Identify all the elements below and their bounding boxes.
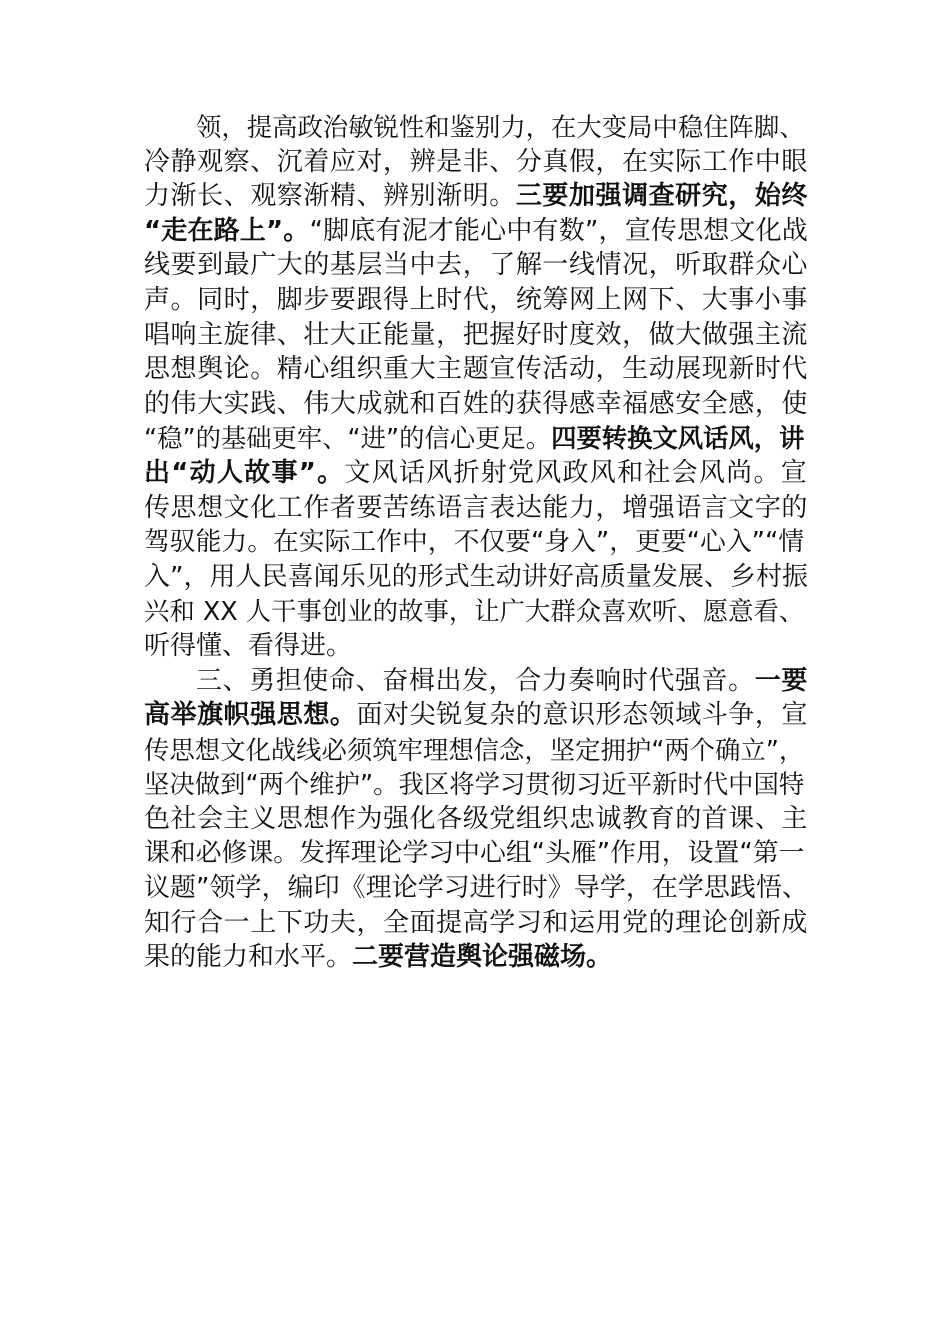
- body-text: 三、勇担使命、奋楫出发，合力奏响时代强音。: [196, 665, 755, 696]
- document-body: [144, 110, 808, 975]
- body-text: 听得懂、看得进。: [144, 630, 353, 661]
- text-line: [144, 421, 808, 456]
- body-text: 力渐长、观察渐精、辨别渐明。: [144, 181, 516, 212]
- body-text: 传思想文化战线必须筑牢理想信念，坚定拥护“两个确立”，: [144, 734, 805, 765]
- body-text: 坚决做到“两个维护”。我区将学习贯彻习近平新时代中国特: [144, 769, 805, 800]
- text-line: [144, 767, 808, 802]
- body-text: 文风话风折射党风政风和社会风尚。宣: [344, 457, 808, 488]
- text-line: [144, 940, 808, 975]
- body-text: 线要到最广大的基层当中去，了解一线情况，听取群众心: [144, 250, 808, 281]
- body-text: 的伟大实践、伟大成就和百姓的获得感幸福感安全感，使: [144, 388, 808, 419]
- text-line: [144, 664, 808, 699]
- bold-heading-text: 出“动人故事”。: [144, 457, 345, 488]
- body-text: 果的能力和水平。: [144, 942, 353, 973]
- text-line: [144, 560, 808, 595]
- body-text: 传思想文化工作者要苦练语言表达能力，增强语言文字的: [144, 492, 808, 523]
- bold-heading-text: 三要加强调查研究，始终: [515, 181, 808, 212]
- body-text: 声。同时，脚步要跟得上时代，统筹网上网下、大事小事: [144, 284, 808, 315]
- bold-heading-text: 四要转换文风话风，讲: [551, 423, 805, 454]
- text-line: [144, 110, 808, 145]
- text-line: [144, 906, 808, 941]
- body-text: 课和必修课。发挥理论学习中心组“头雁”作用，设置“第一: [144, 838, 805, 869]
- body-text: 唱响主旋律、壮大正能量，把握好时度效，做大做强主流: [144, 319, 808, 350]
- text-line: [144, 836, 808, 871]
- text-line: [144, 594, 808, 629]
- text-line: [144, 214, 808, 249]
- bold-heading-text: 高举旗帜强思想。: [144, 700, 357, 731]
- text-line: [144, 698, 808, 733]
- text-line: [144, 283, 808, 318]
- body-text: 议题”领学，编印《理论学习进行时》导学，在学思践悟、: [144, 873, 808, 904]
- text-line: [144, 802, 808, 837]
- body-text: “稳”的基础更牢、“进”的信心更足。: [144, 423, 552, 454]
- text-line: [144, 456, 808, 491]
- text-line: [144, 871, 808, 906]
- body-text: 色社会主义思想作为强化各级党组织忠诚教育的首课、主: [144, 803, 808, 834]
- body-text: 冷静观察、沉着应对，辨是非、分真假，在实际工作中眼: [144, 146, 808, 177]
- body-text: 面对尖锐复杂的意识形态领域斗争，宣: [356, 700, 808, 731]
- bold-heading-text: 一要: [754, 665, 808, 696]
- body-text: 兴和 XX 人干事创业的故事，让广大群众喜欢听、愿意看、: [144, 596, 805, 627]
- body-text: 驾驭能力。在实际工作中，不仅要“身入”，更要“心入”“情: [144, 527, 805, 558]
- text-line: [144, 145, 808, 180]
- text-line: [144, 179, 808, 214]
- text-line: [144, 318, 808, 353]
- body-text: 思想舆论。精心组织重大主题宣传活动，生动展现新时代: [144, 354, 808, 385]
- text-line: [144, 733, 808, 768]
- body-text: “脚底有泥才能心中有数”，宣传思想文化战: [309, 215, 808, 246]
- bold-heading-text: 二要营造舆论强磁场。: [352, 942, 613, 973]
- body-text: 入”，用人民喜闻乐见的形式生动讲好高质量发展、乡村振: [144, 561, 808, 592]
- text-line: [144, 387, 808, 422]
- text-line: [144, 629, 808, 664]
- body-text: 知行合一上下功夫，全面提高学习和运用党的理论创新成: [144, 907, 808, 938]
- text-line: [144, 491, 808, 526]
- text-line: [144, 352, 808, 387]
- body-text: 领，提高政治敏锐性和鉴别力，在大变局中稳住阵脚、: [196, 112, 805, 142]
- bold-heading-text: “走在路上”。: [144, 215, 310, 246]
- text-line: [144, 525, 808, 560]
- text-line: [144, 248, 808, 283]
